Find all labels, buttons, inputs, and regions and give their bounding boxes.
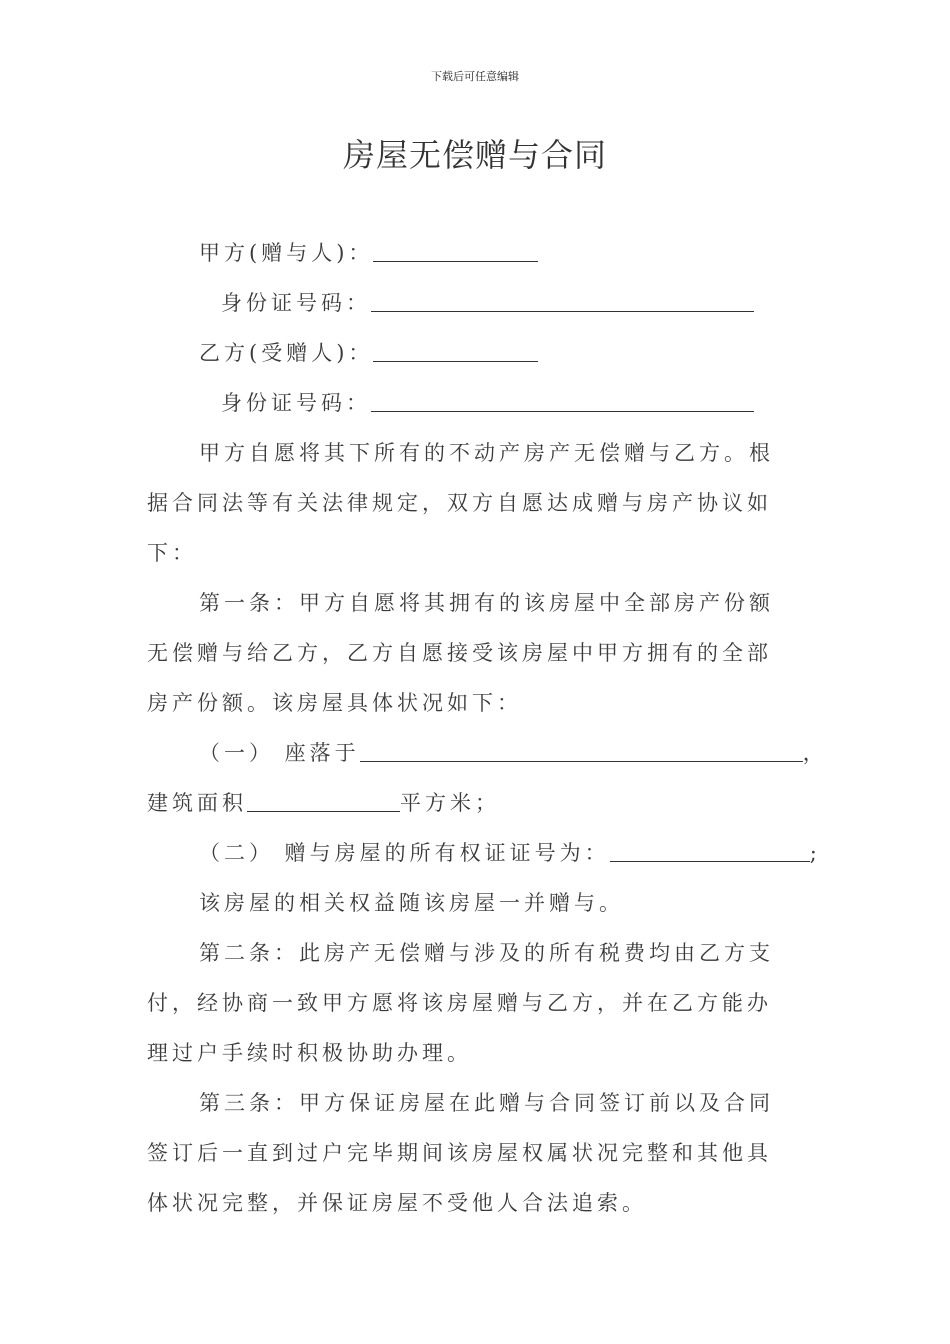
- article-2-line: 理过户手续时积极协助办理。: [147, 1041, 472, 1065]
- area-blank: [247, 783, 400, 812]
- article-3-line: 签订后一直到过户完毕期间该房屋权属状况完整和其他具: [147, 1141, 772, 1165]
- certificate-blank: [610, 833, 810, 862]
- document-title: 房屋无偿赠与合同: [342, 136, 607, 174]
- item-2-suffix: ;: [809, 841, 821, 865]
- party-a-blank: [373, 233, 538, 262]
- intro-paragraph: [147, 428, 787, 578]
- article-1-line: 第一条：甲方自愿将其拥有的该房屋中全部房产份额: [199, 591, 774, 615]
- area-prefix: 建筑面积: [147, 791, 247, 815]
- article-3-line: 体状况完整，并保证房屋不受他人合法追索。: [147, 1191, 647, 1215]
- party-a-id-blank: [371, 283, 754, 312]
- party-b-id-blank: [371, 383, 754, 412]
- article-3: [147, 1078, 787, 1228]
- area-row: [147, 778, 787, 828]
- item-1-suffix: ，: [802, 741, 828, 765]
- item-2-prefix: （二） 赠与房屋的所有权证证号为：: [199, 841, 610, 865]
- party-a-id-row: [147, 278, 787, 328]
- area-suffix: 平方米；: [400, 791, 500, 815]
- intro-line: 据合同法等有关法律规定，双方自愿达成赠与房产协议如: [147, 491, 772, 515]
- item-1-row: [147, 728, 828, 778]
- item-1-prefix: （一） 座落于: [199, 741, 360, 765]
- rights-line: 该房屋的相关权益随该房屋一并赠与。: [199, 891, 624, 915]
- party-b-blank: [373, 333, 538, 362]
- article-2-line: 第二条：此房产无偿赠与涉及的所有税费均由乙方支: [199, 941, 774, 965]
- party-b-id-row: [147, 378, 787, 428]
- article-2-line: 付，经协商一致甲方愿将该房屋赠与乙方，并在乙方能办: [147, 991, 772, 1015]
- party-b-row: [147, 328, 787, 378]
- article-3-line: 第三条：甲方保证房屋在此赠与合同签订前以及合同: [199, 1091, 774, 1115]
- item-2-row: [147, 828, 821, 878]
- party-a-id-label: 身份证号码：: [221, 291, 371, 315]
- article-1-line: 房产份额。该房屋具体状况如下：: [147, 691, 522, 715]
- article-1-line: 无偿赠与给乙方，乙方自愿接受该房屋中甲方拥有的全部: [147, 641, 772, 665]
- party-b-label: 乙方(受赠人)：: [199, 341, 374, 365]
- party-a-label: 甲方(赠与人)：: [199, 241, 374, 265]
- article-1: [147, 578, 787, 728]
- party-b-id-label: 身份证号码：: [221, 391, 371, 415]
- header-note: 下载后可任意编辑: [431, 70, 519, 83]
- intro-line: 甲方自愿将其下所有的不动产房产无偿赠与乙方。根: [199, 441, 774, 465]
- article-2: [147, 928, 787, 1078]
- contract-body: [147, 228, 828, 1228]
- intro-line: 下：: [147, 541, 197, 565]
- location-blank: [360, 733, 803, 762]
- party-a-row: [147, 228, 787, 278]
